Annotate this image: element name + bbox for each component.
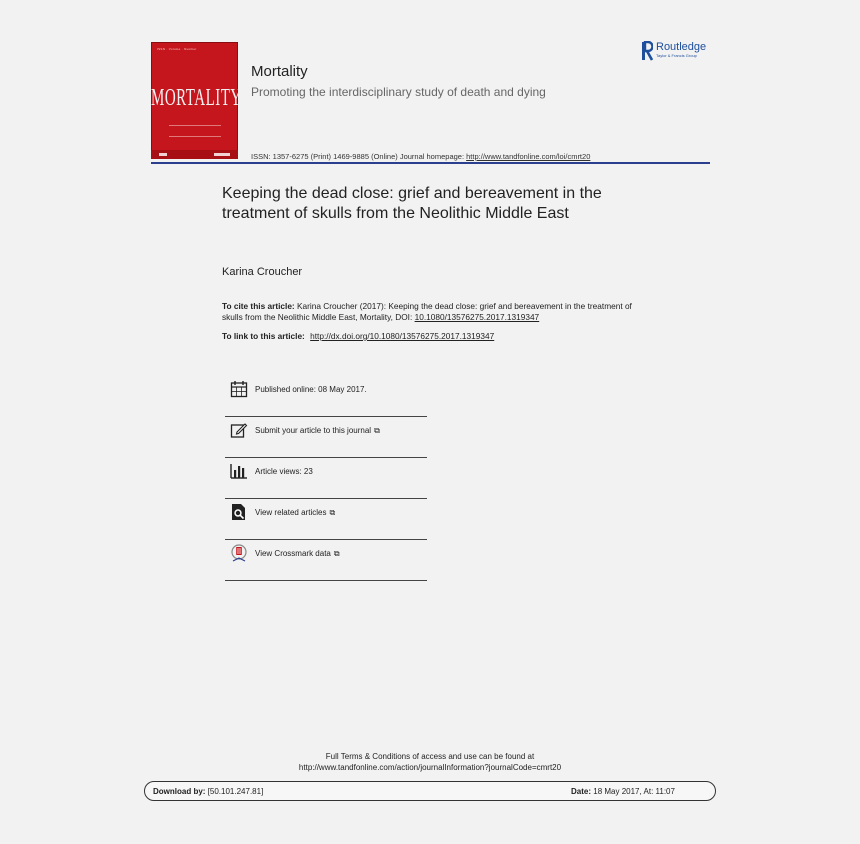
download-date-label: Date: — [571, 787, 592, 796]
terms-line-1: Full Terms & Conditions of access and use can be found at — [325, 752, 535, 761]
external-link-icon: ⧉ — [333, 549, 340, 558]
crossmark-link[interactable] — [255, 549, 340, 559]
search-document-icon — [230, 503, 248, 521]
crossmark-label: View Crossmark data — [255, 549, 331, 558]
article-doi-url[interactable]: http://dx.doi.org/10.1080/13576275.2017.1319347 — [310, 331, 495, 341]
routledge-logo-icon — [641, 41, 653, 61]
publisher-subtitle: Taylor & Francis Group — [656, 53, 697, 58]
journal-title: Mortality — [251, 63, 308, 80]
external-link-icon: ⧉ — [374, 426, 380, 435]
bar-chart-icon — [230, 462, 248, 480]
info-row-crossmark[interactable] — [225, 540, 427, 581]
issn-text: ISSN: 1357-6275 (Print) 1469-9885 (Online) Journal homepage: — [251, 152, 465, 161]
related-articles-link[interactable] — [255, 508, 335, 518]
info-row-published — [225, 376, 427, 417]
cover-top-text: ISSN · Volume · Number — [157, 47, 197, 51]
cover-title: MORTALITY — [151, 86, 242, 112]
download-by-value: [50.101.247.81] — [207, 787, 264, 796]
download-by — [153, 787, 263, 796]
article-title: Keeping the dead close: grief and bereavement in the treatment of skulls from the Neolithic Middle East — [222, 185, 602, 222]
publisher-name: Routledge — [656, 41, 707, 53]
crossmark-icon — [230, 544, 248, 562]
terms-notice — [0, 751, 860, 773]
cover-footer — [151, 150, 238, 159]
terms-url[interactable]: http://www.tandfonline.com/action/journalInformation?journalCode=cmrt20 — [298, 763, 562, 772]
journal-tagline: Promoting the interdisciplinary study of death and dying — [251, 85, 546, 99]
article-views-text: Article views: 23 — [255, 467, 313, 476]
download-date-value: 18 May 2017, At: 11:07 — [593, 787, 675, 796]
article-info-list — [225, 376, 427, 581]
info-row-submit[interactable] — [225, 417, 427, 458]
publisher-logo — [641, 41, 706, 61]
citation-label: To cite this article: — [222, 301, 295, 311]
published-online-text: Published online: 08 May 2017. — [255, 385, 367, 394]
submit-article-link[interactable] — [255, 426, 380, 436]
info-row-views — [225, 458, 427, 499]
download-info-bar — [144, 781, 716, 801]
download-by-label: Download by: — [153, 787, 206, 796]
issn-line — [251, 152, 590, 161]
article-link-line — [222, 331, 494, 341]
citation-text: Karina Croucher (2017): Keeping the dead close: grief and bereavement in the treatment of skulls from the Neolithic Middle East, Mortality, DOI: — [222, 301, 632, 322]
citation-block — [222, 301, 642, 323]
submit-article-label: Submit your article to this journal — [255, 426, 372, 435]
calendar-icon — [230, 380, 248, 398]
header-divider — [151, 162, 710, 164]
edit-icon — [230, 421, 248, 439]
article-author: Karina Croucher — [222, 266, 303, 278]
article-link-label: To link to this article: — [222, 331, 305, 341]
journal-homepage-link[interactable]: http://www.tandfonline.com/loi/cmrt20 — [466, 152, 591, 161]
external-link-icon: ⧉ — [329, 508, 336, 517]
related-articles-label: View related articles — [255, 508, 327, 517]
citation-doi-link[interactable]: 10.1080/13576275.2017.1319347 — [414, 312, 540, 322]
cover-decoration — [169, 125, 221, 137]
info-row-related[interactable] — [225, 499, 427, 540]
download-date — [571, 787, 675, 796]
journal-cover — [151, 42, 242, 159]
